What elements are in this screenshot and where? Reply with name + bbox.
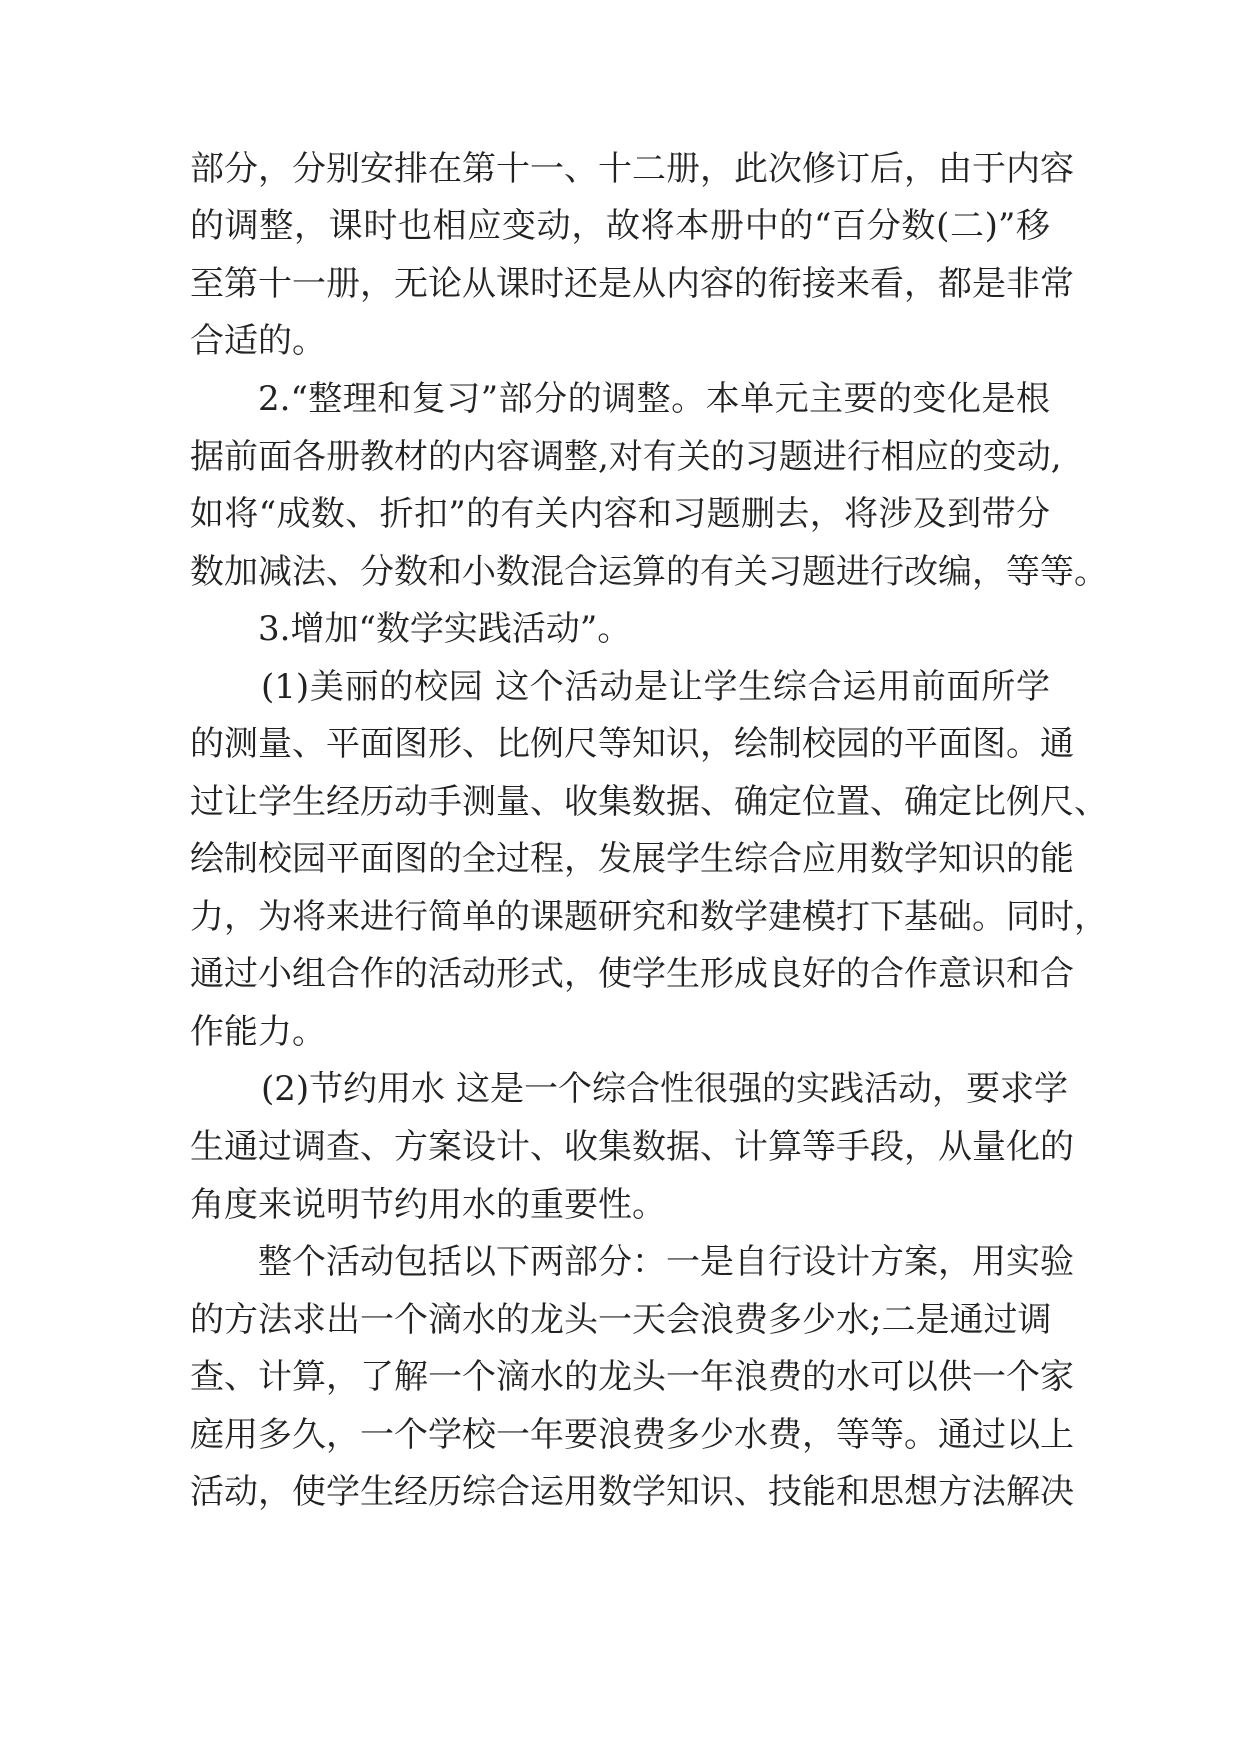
text-line: 角度来说明节约用水的重要性。 xyxy=(190,1185,666,1225)
text-line: (1)美丽的校园 这个活动是让学生综合运用前面所学 xyxy=(261,667,1050,707)
text-line: 合适的。 xyxy=(190,321,326,361)
text-line: 作能力。 xyxy=(190,1012,326,1052)
text-line: 绘制校园平面图的全过程，发展学生综合应用数学知识的能 xyxy=(190,839,1074,879)
text-line: 3.增加“数学实践活动”。 xyxy=(258,609,632,649)
text-line: 的测量、平面图形、比例尺等知识，绘制校园的平面图。通 xyxy=(190,724,1074,764)
text-line: 力，为将来进行简单的课题研究和数学建模打下基础。同时， xyxy=(190,897,1108,937)
text-line: 如将“成数、折扣”的有关内容和习题删去，将涉及到带分 xyxy=(190,494,1050,534)
text-line: 的方法求出一个滴水的龙头一天会浪费多少水;二是通过调 xyxy=(190,1300,1052,1340)
text-line: 庭用多久，一个学校一年要浪费多少水费，等等。通过以上 xyxy=(190,1415,1074,1455)
text-line: (2)节约用水 这是一个综合性很强的实践活动，要求学 xyxy=(261,1069,1068,1109)
text-line: 查、计算，了解一个滴水的龙头一年浪费的水可以供一个家 xyxy=(190,1357,1074,1397)
text-line: 生通过调查、方案设计、收集数据、计算等手段，从量化的 xyxy=(190,1127,1074,1167)
text-line: 整个活动包括以下两部分：一是自行设计方案，用实验 xyxy=(258,1242,1074,1282)
text-line: 2.“整理和复习”部分的调整。本单元主要的变化是根 xyxy=(258,379,1050,419)
text-line: 数加减法、分数和小数混合运算的有关习题进行改编，等等。 xyxy=(190,552,1108,592)
text-line: 至第十一册，无论从课时还是从内容的衔接来看，都是非常 xyxy=(190,264,1074,304)
text-line: 活动，使学生经历综合运用数学知识、技能和思想方法解决 xyxy=(190,1472,1074,1512)
text-line: 的调整，课时也相应变动，故将本册中的“百分数(二)”移 xyxy=(190,206,1050,246)
text-line: 据前面各册教材的内容调整,对有关的习题进行相应的变动, xyxy=(190,437,1062,477)
text-line: 过让学生经历动手测量、收集数据、确定位置、确定比例尺、 xyxy=(190,782,1108,822)
text-line: 部分，分别安排在第十一、十二册，此次修订后，由于内容 xyxy=(190,149,1074,189)
text-line: 通过小组合作的活动形式，使学生形成良好的合作意识和合 xyxy=(190,954,1074,994)
